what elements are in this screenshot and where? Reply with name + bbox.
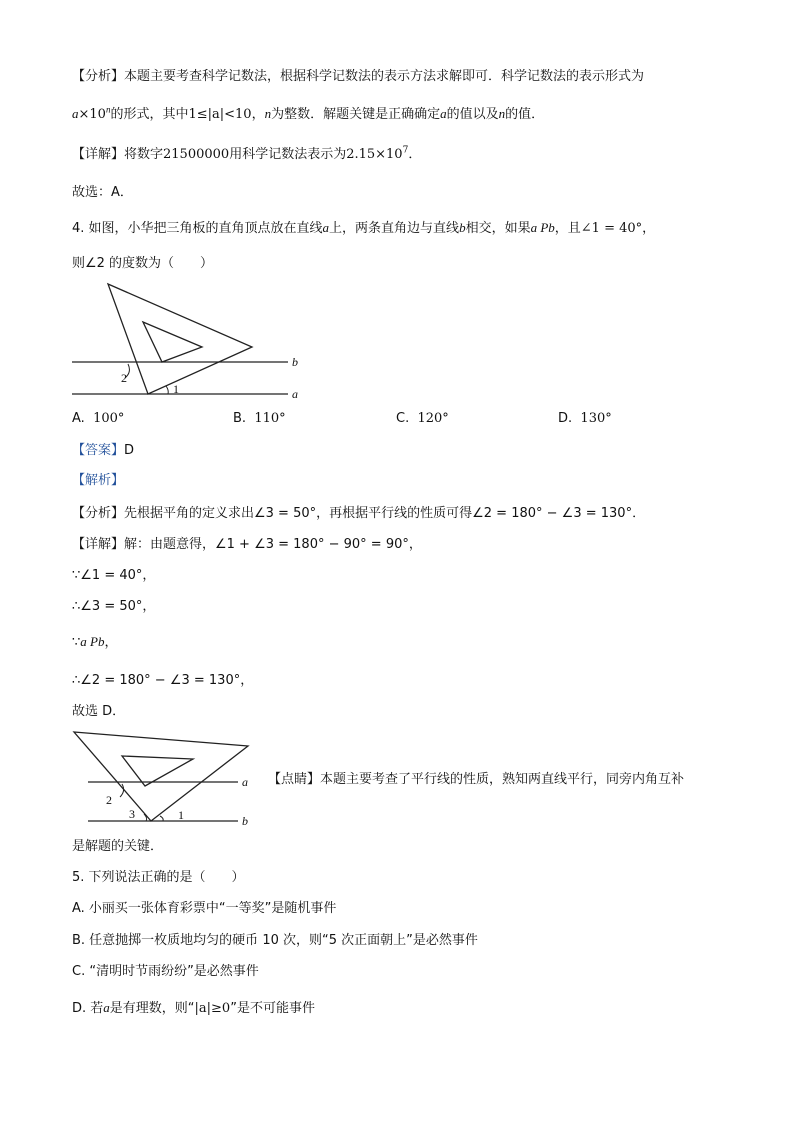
option-key: C. [396,411,410,426]
q4-stem-line-2: 则∠2 的度数为（ ） [72,256,214,271]
detail-end: ． [408,147,422,162]
triangle-inner [143,322,202,362]
label-3-fig2: 3 [129,807,135,821]
q5-d-pre: D. 若 [72,1001,104,1016]
detail-line [72,146,421,164]
q4-detail-2: ∵∠1 = 40°， [72,568,156,583]
q4-option-b [233,411,286,426]
option-key: B. [233,411,247,426]
triangle-outer [108,284,252,394]
q5-d-var-a: a [103,1000,110,1015]
var-n-2: n [498,106,506,121]
q5-stem: 5. 下列说法正确的是（ ） [72,870,245,885]
q4-option-c [396,411,449,426]
q5-option-c: C. “清明时节雨纷纷”是必然事件 [72,964,259,979]
detail-label: 【详解】将数字 [72,147,164,162]
var-a-2: a [440,106,447,121]
option-value: 110° [254,411,286,426]
option-value: 100° [93,411,125,426]
label-a: a [292,387,298,401]
analysis-line-1: 【分析】本题主要考查科学记数法，根据科学记数法的表示方法求解即可．科学记数法的表示形式为 [72,69,645,84]
label-1: 1 [173,382,179,396]
detail-mid: 用科学记数法表示为 [229,147,347,162]
q4-figure-2 [72,730,272,830]
q5-option-a: A. 小丽买一张体育彩票中“一等奖”是随机事件 [72,901,337,916]
because-symbol: ∵ [72,635,81,650]
answer-tag: 【答案】 [72,443,125,458]
q5-d-end: ”是不可能事件 [230,1001,315,1016]
option-key: A. [72,411,85,426]
condition: 1≤|a|<10 [188,107,252,122]
q4-stem-line-1 [72,219,655,238]
label-b-fig2: b [242,814,248,828]
label-2: 2 [121,371,127,385]
q4-note-line-1: 【点睛】本题主要考查了平行线的性质，熟知两直线平行，同旁内角互补 [268,772,685,787]
q5-d-mid: 是有理数，则“ [109,1001,195,1016]
q4-stem-mid: 上，两条直角边与直线 [329,221,460,236]
q4-answer [72,442,134,460]
q4-stem-pre: 4. 如图，小华把三角板的直角顶点放在直线 [72,221,323,236]
q4-detail-5: ∴∠2 = 180° − ∠3 = 130°， [72,673,254,688]
detail-number: 21500000 [163,147,230,162]
q4-detail-4 [72,633,118,652]
angle-1-arc-2 [160,816,163,821]
exponent-n: n [105,104,111,115]
label-1-fig2: 1 [178,808,184,822]
option-key: D. [558,411,573,426]
text-form: 的形式，其中 [110,107,189,122]
q4-parallel: a Pb [530,220,555,235]
times-ten: ×10 [78,107,106,122]
option-value: 120° [417,411,449,426]
parallel-text: a Pb [80,634,105,649]
choice-line-1: 故选：A． [72,185,133,200]
q5-option-b: B. 任意抛掷一枚质地均匀的硬币 10 次，则“5 次正面朝上”是必然事件 [72,933,478,948]
q4-analysis-tag: 【解析】 [72,473,125,488]
q4-detail-1: 【详解】解：由题意得，∠1 + ∠3 = 180° − 90° = 90°， [72,537,422,552]
detail-4-end: ， [104,635,118,650]
analysis-line-2 [72,105,544,124]
q4-analysis: 【分析】先根据平角的定义求出∠3 = 50°，再根据平行线的性质可得∠2 = 180° − ∠3 = 130°． [72,506,646,521]
angle-1-arc [166,386,168,394]
q4-choice: 故选 D． [72,704,126,719]
q4-stem-end: ，且∠1 = 40°， [554,221,656,236]
q4-var-b: b [459,220,466,235]
var-a: a [72,106,79,121]
text-mid: 的值以及 [446,107,499,122]
q5-d-abs: |a|≥0 [194,1001,231,1016]
option-value: 130° [580,411,612,426]
q4-detail-3: ∴∠3 = 50°， [72,599,156,614]
var-n: n [264,106,272,121]
text-rest: 为整数．解题关键是正确确定 [271,107,441,122]
q4-stem-mid2: 相交，如果 [465,221,531,236]
q4-var-a: a [322,220,330,235]
q4-note-line-2: 是解题的关键． [72,839,164,854]
label-b: b [292,355,298,369]
text-end: 的值． [505,107,545,122]
detail-value: 2.15×10 [346,147,403,162]
q5-option-d [72,999,315,1018]
q4-figure [70,282,310,402]
detail-exponent: 7 [402,145,409,156]
q4-option-d [558,411,612,426]
label-2-fig2: 2 [106,793,112,807]
separator: ， [251,107,265,122]
label-a-fig2: a [242,775,248,789]
q4-option-a [72,411,124,426]
answer-value: D [124,443,135,458]
